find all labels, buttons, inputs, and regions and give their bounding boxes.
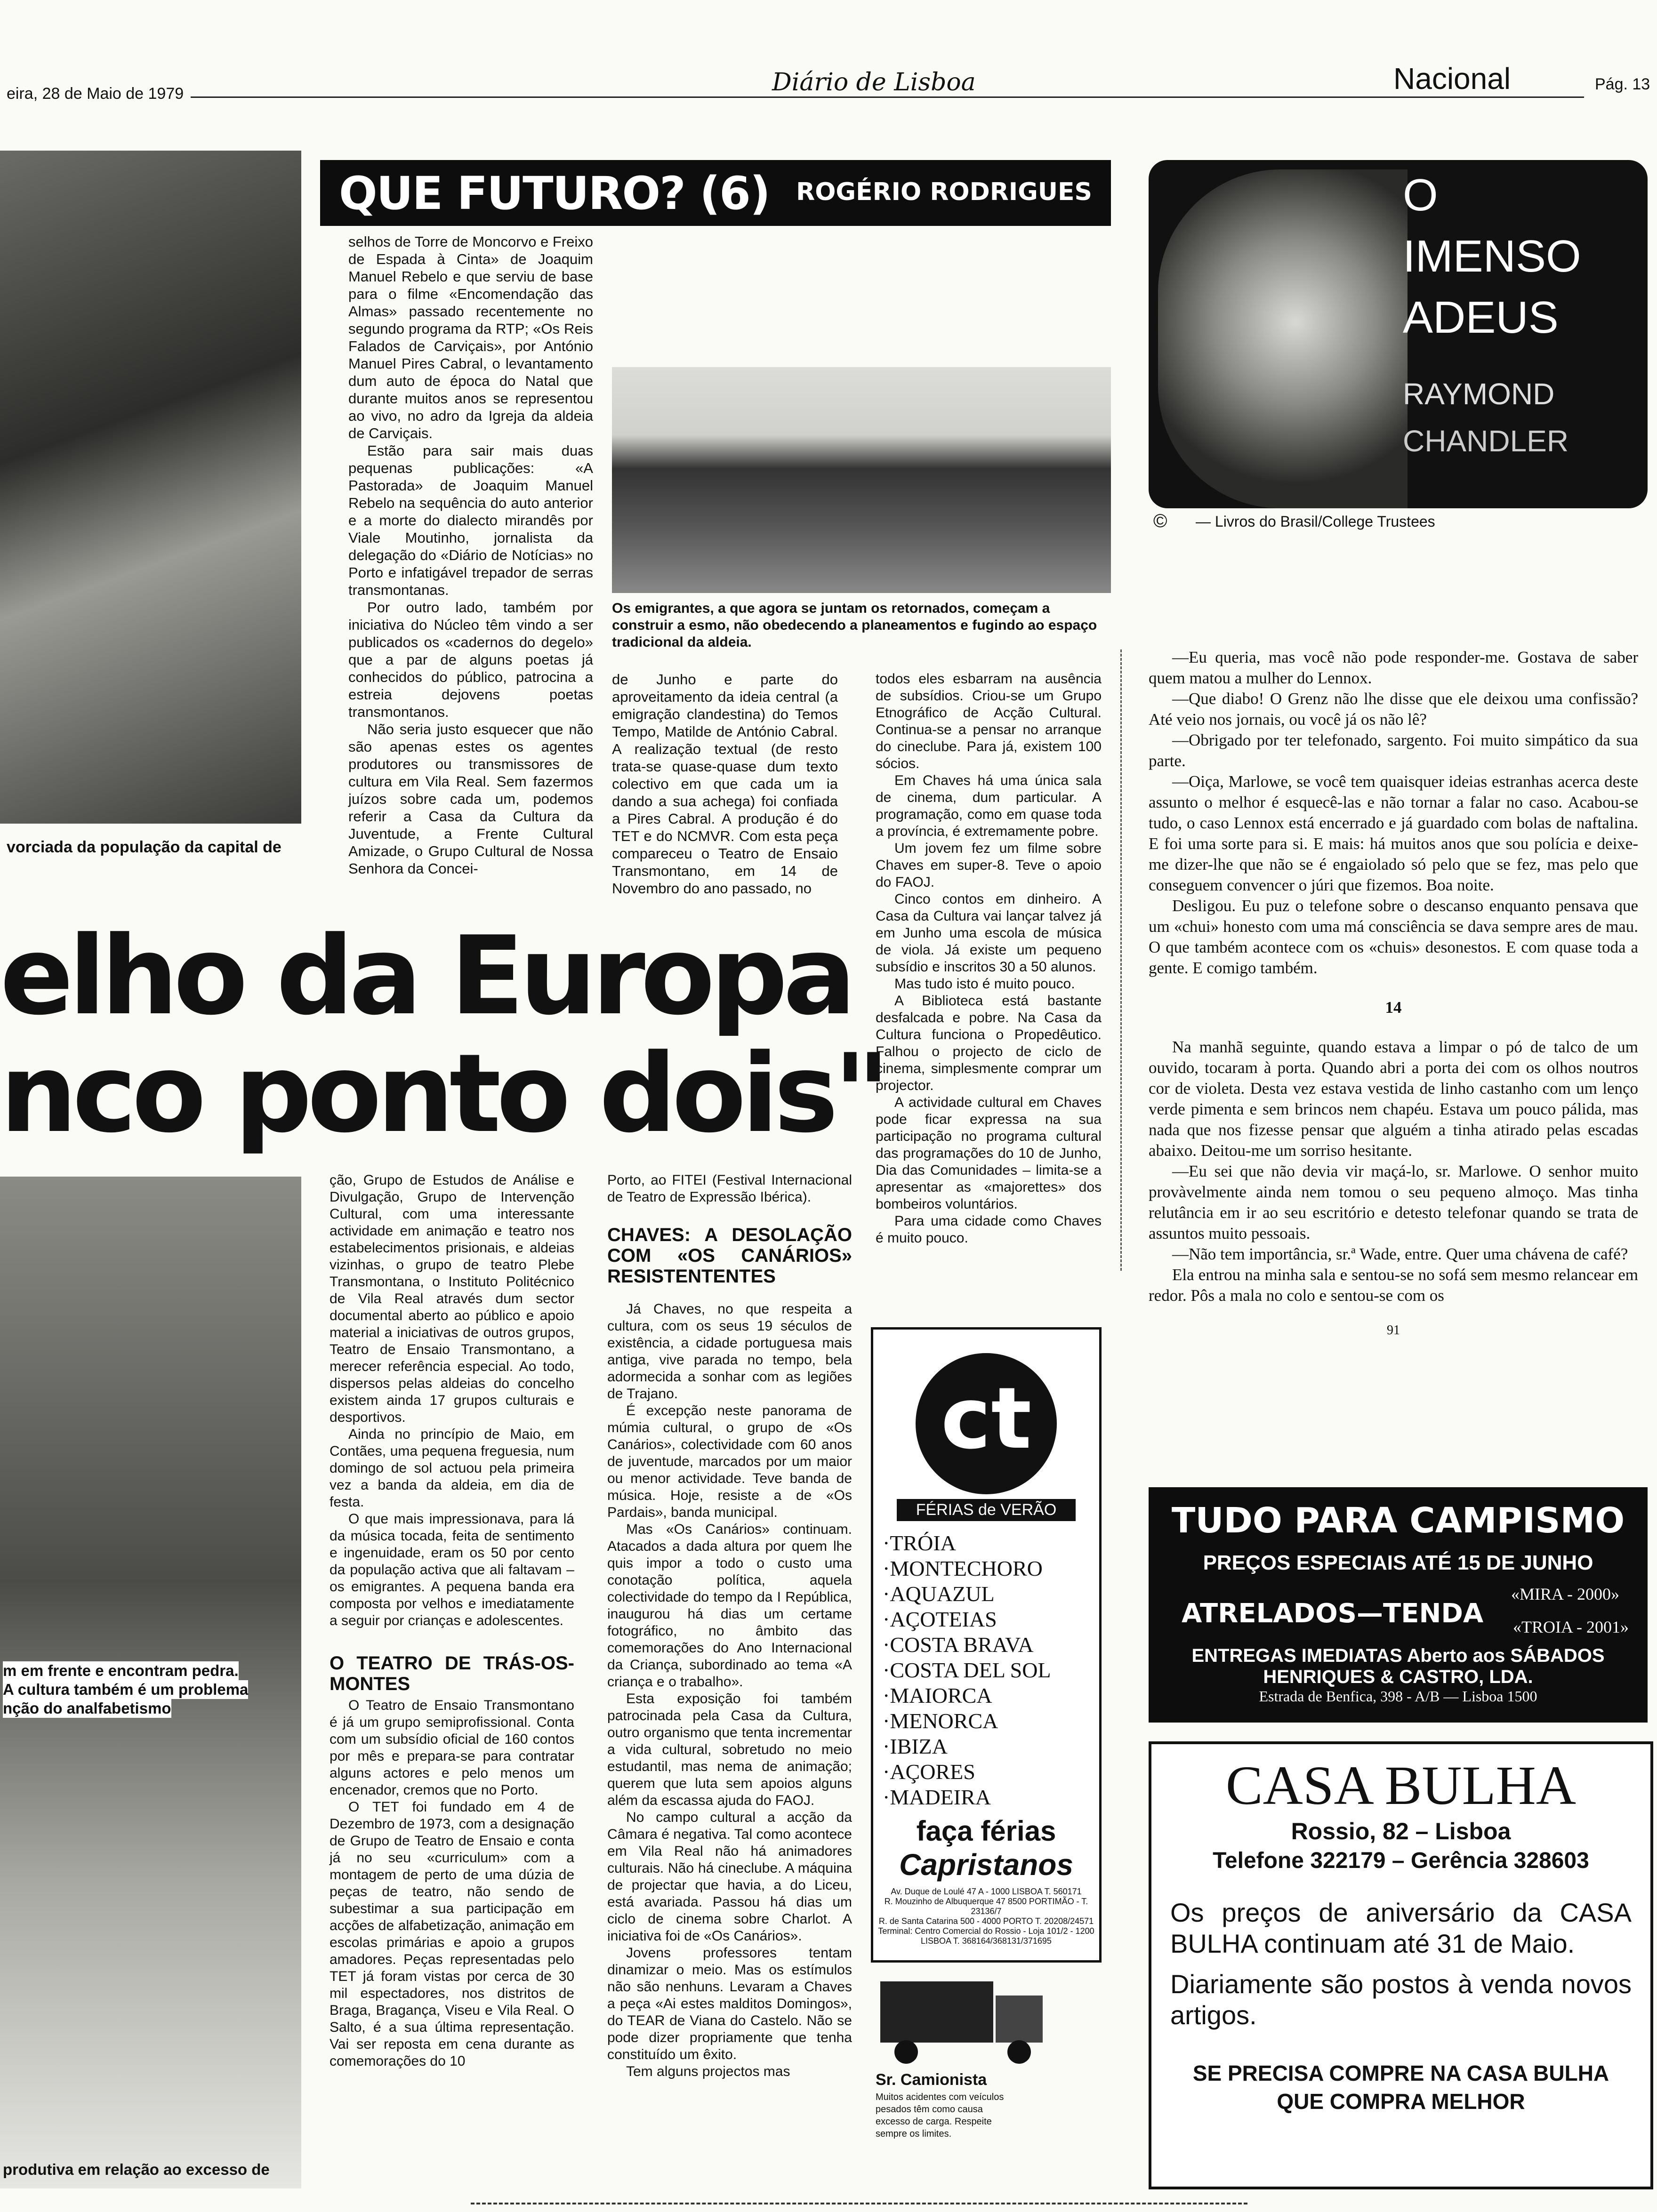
tower-photo: [0, 151, 301, 824]
article-column-2-bottom: [607, 1172, 852, 2080]
left-caption-mid-2: A cultura também é um problema: [3, 1681, 249, 1698]
left-caption-mid-3: nção do analfabetismo: [3, 1699, 171, 1717]
bulha-address: Rossio, 82 – Lisboa: [1291, 1818, 1511, 1844]
ct-address-3: R. de Santa Catarina 500 - 4000 PORTO T. 20208/24571: [878, 1916, 1094, 1926]
copyright-symbol: ©: [1153, 511, 1167, 531]
bulha-phone: Telefone 322179 – Gerência 328603: [1213, 1848, 1589, 1873]
company-name: HENRIQUES & CASTRO, LDA.: [1263, 1667, 1533, 1687]
page-number: Pág. 13: [1591, 75, 1650, 94]
atrelados-tenda: ATRELADOS—TENDA: [1182, 1598, 1484, 1629]
left-caption-bottom: produtiva em relação ao excesso de: [3, 2161, 270, 2178]
book-title-1: O: [1403, 170, 1438, 220]
paragraph: Desligou. Eu puz o telefone sobre o descanso enquanto pensava que um «chui» honesto com uma má consciência se dava sempre ares de mau. O que também acontece com os «chuis» desonestos. E com quase toda a gente. E comigo também.: [1149, 897, 1638, 977]
article-column-3-top: [876, 671, 1102, 1247]
paragraph: O TET foi fundado em 4 de Dezembro de 1973, com a designação de Grupo de Teatro de Ensaio e conta já no seu «curriculum» com a montagem de perto de uma dúzia de peças de teatro, não sendo de subestimar a sua participação em acções de alfabetização, animação em escolas primárias e apoio a grupos amadores. Peças representadas pelo TET já foram vistas por cerca de 30 mil espectadores, nos distritos de Braga, Bragança, Viseu e Vila Real. O Salto, é a sua última representação. Vai ser reposta em cena durante as comemorações do 10: [330, 1799, 574, 2069]
headline-line-2: nco ponto dois": [0, 1031, 885, 1157]
paragraph: A actividade cultural em Chaves pode ficar expressa na sua participação no programa cultural das programações do 10 de Junho, Dia das Comunidades – limita-se a apresentar as «majorettes» dos bombeiros voluntários.: [876, 1095, 1102, 1212]
company-address: Estrada de Benfica, 398 - A/B — Lisboa 1500: [1259, 1688, 1537, 1705]
truck-icon: [880, 1972, 1050, 2066]
header-rule: [191, 96, 1584, 98]
ct-address-2: R. Mouzinho de Albuquerque 47 8500 PORTIMÃO - T. 23136/7: [884, 1897, 1088, 1916]
book-author-1: RAYMOND: [1403, 377, 1555, 411]
novel-page-number: 91: [1387, 1323, 1400, 1338]
paragraph: ção, Grupo de Estudos de Análise e Divulgação, Grupo de Intervenção Cultural, com uma interessante actividade em animação e teatro nos estabelecimentos prisionais, e aldeias vizinhas, o grupo de teatro Plebe Transmontana, o Instituto Politécnico de Vila Real através dum sector documental aberto ao público e apoio material a iniciativas de outros grupos, Teatro de Ensaio Transmontano, a merecer referência especial. Ao todo, dispersos pelas aldeias do concelho existem ainda 17 grupos culturais e desportivos.: [330, 1172, 574, 1425]
paragraph: —Eu queria, mas você não pode responder-me. Gostava de saber quem matou a mulher do Lennox.: [1149, 648, 1638, 687]
article-author: ROGÉRIO RODRIGUES: [796, 178, 1092, 206]
paragraph: Mas tudo isto é muito pouco.: [894, 976, 1075, 992]
issue-date: eira, 28 de Maio de 1979: [7, 85, 184, 103]
column-divider: [1120, 649, 1122, 1271]
article-series-title: QUE FUTURO? (6): [339, 167, 770, 220]
paragraph: Mas «Os Canários» continuam. Atacados a dada altura por quem lhe quis impor a todo o custo uma conotação política, aquela colectividade do tempo da I República, inaugurou há dias um certame fotográfico, no âmbito das comemorações do Ano Internacional da Criança, subordinado ao tema «A criança e o trabalho».: [607, 1522, 852, 1690]
paragraph: —Não tem importância, sr.ª Wade, entre. Quer uma chávena de café?: [1172, 1245, 1628, 1263]
truck-ad-text: Muitos acidentes com veículos pesados têm como causa excesso de carga. Respeite sempre os limites.: [876, 2092, 1004, 2139]
destination: ·AÇORES: [883, 1760, 975, 1784]
ct-tagline: faça férias: [916, 1815, 1056, 1847]
paragraph: todos eles esbarram na ausência de subsídios. Criou-se um Grupo Etnográfico de Acção Cultural. Continua-se a pensar no arranque do cineclube. Para já, existem 100 sócios.: [876, 671, 1102, 771]
campismo-title: TUDO PARA CAMPISMO: [1171, 1500, 1625, 1541]
headline-line-1: elho da Europa: [0, 914, 852, 1039]
paragraph: O Teatro de Ensaio Transmontano é já um grupo semiprofissional. Conta com um subsídio oficial de 160 contos por mês e prepara-se para contratar alguns actores e pelo menos um encenador, cremos que no Porto.: [330, 1698, 574, 1798]
destination: ·MADEIRA: [883, 1785, 991, 1809]
paragraph: No campo cultural a acção da Câmara é negativa. Tal como acontece em Vila Real não há animadores culturais. Não há cineclube. A máquina de projectar que havia, a do Liceu, está avariada. Passou há dias um ciclo de cinema sobre Charlot. A iniciativa foi de «Os Canários».: [607, 1810, 852, 1944]
ct-address-4: Terminal: Centro Comercial do Rossio - Loja 101/2 - 1200 LISBOA T. 368164/368131/371695: [878, 1926, 1094, 1946]
paragraph: Jovens professores tentam dinamizar o meio. Mas os estímulos não são nenhuns. Levaram a Chaves a peça «Ai estes malditos Domingos», do TEAR de Viana do Castelo. Não se pode dizer propriamente que tenha constituído um êxito.: [607, 1945, 852, 2062]
book-ad: [1149, 160, 1648, 508]
campismo-ad: [1149, 1487, 1648, 1723]
left-caption-top: vorciada da população da capital de: [7, 838, 282, 856]
bulha-body-2: Diariamente são postos à venda novos artigos.: [1170, 1969, 1632, 2030]
author-portrait: [1158, 169, 1408, 508]
paragraph: de Junho e parte do aproveitamento da ideia central (a emigração clandestina) do Temos Tempo, Matilde de António Cabral. A realização textual (de resto trata-se quase-quase dum texto colectivo em que cada um ia dando a sua achega) foi confiada a Pires Cabral. A produção é do TET e do NCMVR. Com esta peça compareceu o Teatro de Ensaio Transmontano, em 14 de Novembro do ano passado, no: [612, 671, 838, 897]
article-column-2-top: [612, 671, 838, 897]
book-author-2: CHANDLER: [1403, 424, 1569, 458]
photo-caption: Os emigrantes, a que agora se juntam os retornados, começam a construir a esmo, não obedecendo a planeamentos e fugindo ao espaço tradicional da aldeia.: [612, 601, 1097, 650]
article-column-1-top: [348, 233, 593, 877]
paragraph: Por outro lado, também por iniciativa do Núcleo têm vindo a ser publicados os «cadernos do degelo» que a par de alguns poetas já conhecidos do público, patrocina a estreia dejovens poetas transmontanos.: [348, 599, 593, 720]
paragraph: O que mais impressionava, para lá da música tocada, feita de sentimento e ingenuidade, eram os 50 por cento da população activa que ali faltavam – os emigrantes. A pequena banda era composta por velhos e imediatamente a seguir por crianças e adolescentes.: [330, 1511, 574, 1628]
truck-ad-title: Sr. Camionista: [876, 2071, 987, 2089]
paragraph: —Eu sei que não devia vir maçá-lo, sr. Marlowe. O senhor muito provàvelmente ainda nem tomou o seu pequeno almoço. Mas tinha relutância em ir ao seu escritório e detesto telefonar quando se trata de assuntos muito pessoais.: [1149, 1162, 1638, 1242]
paragraph: Já Chaves, no que respeita a cultura, com os seus 19 séculos de existência, a cidade portuguesa mais antiga, vive parada no tempo, bela adormecida a sonhar com as legiões de Trajano.: [607, 1301, 852, 1402]
paragraph: Um jovem fez um filme sobre Chaves em super-8. Teve o apoio do FAOJ.: [876, 841, 1102, 890]
book-publisher: — Livros do Brasil/College Trustees: [1196, 513, 1435, 530]
paragraph: —Obrigado por ter telefonado, sargento. Foi muito simpático da sua parte.: [1149, 731, 1638, 770]
destination: ·MONTECHORO: [883, 1556, 1043, 1580]
paragraph: Esta exposição foi também patrocinada pela Casa da Cultura, outro organismo que tenta incrementar a vida cultural, sobretudo no meio estudantil, mas nema de animação; querem que luta sem apoios alguns além da escassa ajuda do FAOJ.: [607, 1691, 852, 1808]
ct-travel-ad: [871, 1327, 1102, 1963]
paragraph: —Oiça, Marlowe, se você tem quaisquer ideias estranhas acerca deste assunto o melhor é esquecê-las e não tornar a falar no caso. Acabou-se tudo, o caso Lennox está encerrado e já guardado com bolas de naftalina. E foi uma sorte para si. E mais: há muitos anos que sou polícia e deixe-me dizer-lhe que não se é engaiolado só pelo que se fez, mas pelo que conseguem convencer o júri que fizemos. Boa noite.: [1149, 772, 1638, 894]
masthead: Diário de Lisboa: [763, 68, 985, 96]
destination: ·MAIORCA: [883, 1683, 992, 1707]
article-banner: [320, 160, 1111, 226]
destination: ·COSTA DEL SOL: [883, 1658, 1051, 1682]
novel-excerpt: [1149, 647, 1638, 1341]
destination: ·TRÓIA: [883, 1531, 956, 1555]
book-title-3: ADEUS: [1403, 292, 1559, 343]
destination: ·AQUAZUL: [883, 1582, 995, 1606]
ct-destinations: [883, 1531, 1099, 1810]
paragraph: É excepção neste panorama de múmia cultural, o grupo de «Os Canários», colectividade com 60 anos de juventude, marcados por um maior ou menor actividade. Teve banda de música. Hoje, resiste a de «Os Pardais», banda municipal.: [607, 1403, 852, 1520]
bulha-body-1: Os preços de aniversário da CASA BULHA continuam até 31 de Maio.: [1170, 1898, 1632, 1958]
bottom-dashed-rule: [471, 2203, 1247, 2204]
chapter-number: 14: [1385, 998, 1402, 1017]
casa-bulha-ad: [1149, 1741, 1653, 2189]
subhead-teatro: O TEATRO DE TRÁS-OS-MONTES: [330, 1653, 574, 1694]
book-title-2: IMENSO: [1403, 231, 1581, 281]
paragraph: selhos de Torre de Moncorvo e Freixo de Espada à Cinta» de Joaquim Manuel Rebelo e que serviu de base para o filme «Encomendação das Almas» passado recentemente no segundo programa da RTP; «Os Reis Falados de Carviçais», por António Manuel Pires Cabral, o levantamento dum auto de época do Natal que durante muitos anos se representou ao vivo, no adro da Igreja da aldeia de Carviçais.: [348, 233, 593, 441]
ct-address-1: Av. Duque de Loulé 47 A - 1000 LISBOA T. 560171: [891, 1887, 1082, 1896]
destination: ·MENORCA: [883, 1709, 998, 1733]
entregas: ENTREGAS IMEDIATAS Aberto aos SÁBADOS: [1191, 1645, 1605, 1666]
paragraph: Estão para sair mais duas pequenas publicações: «A Pastorada» de Joaquim Manuel Rebelo na sequência do auto anterior e a morte do dialecto mirandês por Viale Moutinho, jornalista da delegação do «Diário de Notícias» no Porto e infatigável trepador de serras transmontanas.: [348, 442, 593, 598]
paragraph: A Biblioteca está bastante desfalcada e pobre. Na Casa da Cultura funciona o Propedêutico. Falhou o projecto de ciclo de cinema, simplesmente comprar um projector.: [876, 993, 1102, 1093]
left-caption-mid-1: m em frente e encontram pedra.: [3, 1662, 239, 1679]
paragraph: Ainda no princípio de Maio, em Contães, uma pequena freguesia, num domingo de sol actuou pela primeira vez a banda da aldeia, em dia de festa.: [330, 1427, 574, 1510]
ct-logo: ct: [916, 1353, 1057, 1494]
paragraph: —Que diabo! O Grenz não lhe disse que ele deixou uma confissão? Até veio nos jornais, ou você já os não lê?: [1149, 689, 1638, 729]
campismo-subtitle: PREÇOS ESPECIAIS ATÉ 15 DE JUNHO: [1203, 1551, 1593, 1574]
ct-brand: Capristanos: [899, 1848, 1073, 1882]
ct-ribbon: FÉRIAS de VERÃO: [897, 1499, 1076, 1521]
paragraph: Porto, ao FITEI (Festival Internacional de Teatro de Expressão Ibérica).: [607, 1172, 852, 1205]
paragraph: Cinco contos em dinheiro. A Casa da Cultura vai lançar talvez já em Junho uma escola de música de viola. Já existe um pequeno subsídio e inscritos 30 a 50 alunos.: [876, 891, 1102, 975]
paragraph: Na manhã seguinte, quando estava a limpar o pó de talco de um ouvido, tocaram à porta. Quando abri a porta dei com os olhos noutros cor de violeta. Desta vez estava vestida de linho castanho com um lenço verde pimenta e sem brincos nem chapéu. Estava um pouco pálida, mas nada que nos fizesse pensar que alguém a tinha atirado pelas escadas abaixo. Deitou-me um sorriso hesitante.: [1149, 1038, 1638, 1160]
bulha-slogan: SE PRECISA COMPRE NA CASA BULHA QUE COMPRA MELHOR: [1192, 2061, 1609, 2114]
emigrant-houses-photo: [612, 367, 1111, 593]
subhead-chaves: CHAVES: A DESOLAÇÃO COM «OS CANÁRIOS» RESISTENTENTES: [607, 1225, 852, 1287]
troia-model: «TROIA - 2001»: [1513, 1618, 1629, 1636]
paragraph: Tem alguns projectos mas: [626, 2064, 790, 2079]
paragraph: Em Chaves há uma única sala de cinema, dum particular. A programação, como em quase toda a província, é extremamente pobre.: [876, 773, 1102, 839]
article-column-1-bottom: [330, 1172, 574, 2070]
truck-ad: [871, 1967, 1097, 2193]
bulha-name: CASA BULHA: [1225, 1755, 1577, 1816]
destination: ·COSTA BRAVA: [883, 1633, 1034, 1657]
destination: ·AÇOTEIAS: [883, 1607, 997, 1631]
destination: ·IBIZA: [883, 1734, 948, 1758]
paragraph: Para uma cidade como Chaves é muito pouco.: [876, 1213, 1102, 1246]
section-name: Nacional: [1389, 61, 1515, 96]
mira-model: «MIRA - 2000»: [1511, 1585, 1619, 1603]
paragraph: Não seria justo esquecer que não são apenas estes os agentes produtores ou transmissores de cultura em Vila Real. Sem fazermos juízos sobre cada um, podemos referir a Casa da Cultura da Juventude, a Frente Cultural Amizade, o Grupo Cultural de Nossa Senhora da Concei-: [348, 721, 593, 877]
paragraph: Ela entrou na minha sala e sentou-se no sofá sem mesmo relancear em redor. Pôs a mala no colo e sentou-se com os: [1149, 1266, 1638, 1305]
